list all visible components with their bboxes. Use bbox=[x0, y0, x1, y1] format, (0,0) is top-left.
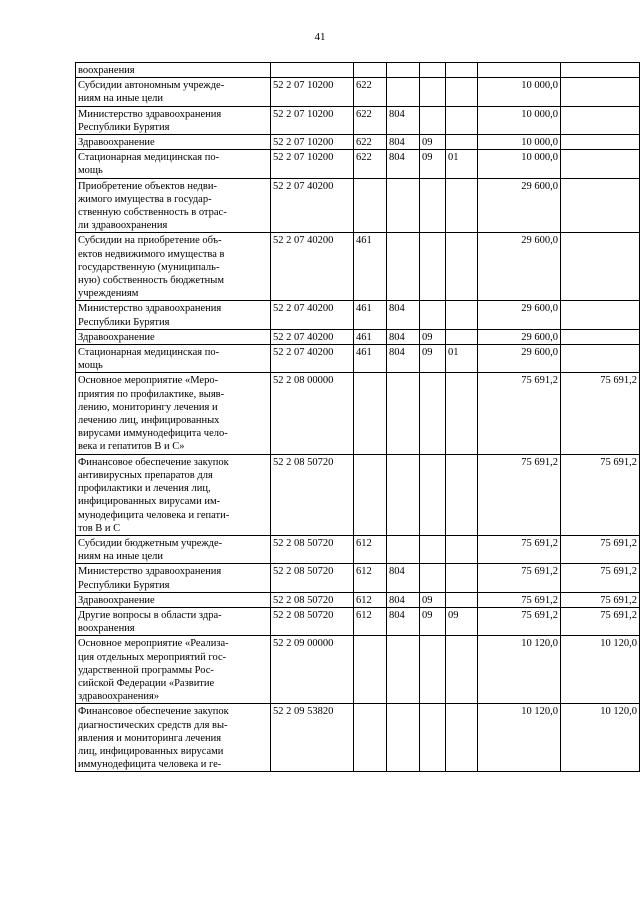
amount-year2-cell bbox=[561, 106, 640, 134]
name-cell: Субсидии на приобретение объ- ектов недвижимого имущества в государственную (муниципаль- ную) собственность бюджетным учреждениям bbox=[76, 233, 271, 301]
amount-year1-cell: 10 000,0 bbox=[478, 150, 561, 178]
section-cell bbox=[420, 301, 446, 329]
amount-year1-cell: 75 691,2 bbox=[478, 454, 561, 535]
table-row bbox=[76, 592, 640, 607]
target-article-cell: 52 2 08 00000 bbox=[271, 373, 354, 454]
expense-type-cell bbox=[354, 373, 387, 454]
expense-type-cell: 461 bbox=[354, 301, 387, 329]
name-cell: Другие вопросы в области здра- воохранения bbox=[76, 607, 271, 635]
section-cell bbox=[420, 233, 446, 301]
amount-year1-cell: 75 691,2 bbox=[478, 535, 561, 563]
amount-year2-cell: 75 691,2 bbox=[561, 535, 640, 563]
amount-year2-cell: 10 120,0 bbox=[561, 704, 640, 772]
ministry-code-cell: 804 bbox=[387, 592, 420, 607]
target-article-cell bbox=[271, 63, 354, 78]
amount-year1-cell: 10 000,0 bbox=[478, 106, 561, 134]
name-cell: Финансовое обеспечение закупок диагностических средств для вы- явления и мониторинга лечения лиц, инфицированных вирусами иммунодефицита человека и ге- bbox=[76, 704, 271, 772]
subsection-cell bbox=[446, 454, 478, 535]
name-cell: Основное мероприятие «Реализа- ция отдельных мероприятий гос- ударственной программы Рос- сийской Федерации «Развитие здравоохранения» bbox=[76, 636, 271, 704]
table-row bbox=[76, 329, 640, 344]
table-row bbox=[76, 150, 640, 178]
table-row bbox=[76, 301, 640, 329]
name-cell: Здравоохранение bbox=[76, 329, 271, 344]
target-article-cell: 52 2 07 40200 bbox=[271, 329, 354, 344]
section-cell bbox=[420, 63, 446, 78]
section-cell bbox=[420, 106, 446, 134]
section-cell: 09 bbox=[420, 345, 446, 373]
table-row bbox=[76, 636, 640, 704]
ministry-code-cell bbox=[387, 636, 420, 704]
section-cell: 09 bbox=[420, 329, 446, 344]
ministry-code-cell: 804 bbox=[387, 106, 420, 134]
section-cell bbox=[420, 454, 446, 535]
amount-year1-cell: 10 120,0 bbox=[478, 704, 561, 772]
ministry-code-cell: 804 bbox=[387, 135, 420, 150]
table-row bbox=[76, 454, 640, 535]
ministry-code-cell bbox=[387, 454, 420, 535]
section-cell bbox=[420, 704, 446, 772]
amount-year1-cell: 29 600,0 bbox=[478, 233, 561, 301]
ministry-code-cell: 804 bbox=[387, 301, 420, 329]
amount-year1-cell: 75 691,2 bbox=[478, 373, 561, 454]
expense-type-cell: 622 bbox=[354, 135, 387, 150]
ministry-code-cell: 804 bbox=[387, 329, 420, 344]
expense-type-cell: 461 bbox=[354, 233, 387, 301]
ministry-code-cell: 804 bbox=[387, 564, 420, 592]
target-article-cell: 52 2 07 40200 bbox=[271, 178, 354, 233]
expense-type-cell: 622 bbox=[354, 106, 387, 134]
target-article-cell: 52 2 09 53820 bbox=[271, 704, 354, 772]
amount-year1-cell: 29 600,0 bbox=[478, 345, 561, 373]
section-cell bbox=[420, 78, 446, 106]
name-cell: Финансовое обеспечение закупок антивирусных препаратов для профилактики и лечения лиц, инфицированных вирусами им- мунодефицита человека и гепати- тов В и С bbox=[76, 454, 271, 535]
target-article-cell: 52 2 07 10200 bbox=[271, 150, 354, 178]
name-cell: Министерство здравоохранения Республики Бурятия bbox=[76, 301, 271, 329]
expense-type-cell: 612 bbox=[354, 564, 387, 592]
amount-year1-cell bbox=[478, 63, 561, 78]
ministry-code-cell bbox=[387, 233, 420, 301]
table-row bbox=[76, 564, 640, 592]
amount-year2-cell: 75 691,2 bbox=[561, 607, 640, 635]
expense-type-cell bbox=[354, 454, 387, 535]
target-article-cell: 52 2 07 40200 bbox=[271, 345, 354, 373]
amount-year2-cell: 75 691,2 bbox=[561, 564, 640, 592]
subsection-cell bbox=[446, 373, 478, 454]
section-cell: 09 bbox=[420, 135, 446, 150]
subsection-cell bbox=[446, 178, 478, 233]
target-article-cell: 52 2 08 50720 bbox=[271, 564, 354, 592]
target-article-cell: 52 2 08 50720 bbox=[271, 592, 354, 607]
ministry-code-cell bbox=[387, 78, 420, 106]
expense-type-cell: 612 bbox=[354, 535, 387, 563]
expense-type-cell: 612 bbox=[354, 592, 387, 607]
target-article-cell: 52 2 07 10200 bbox=[271, 78, 354, 106]
target-article-cell: 52 2 08 50720 bbox=[271, 454, 354, 535]
name-cell: Стационарная медицинская по- мощь bbox=[76, 150, 271, 178]
table-row bbox=[76, 178, 640, 233]
section-cell bbox=[420, 535, 446, 563]
expense-type-cell bbox=[354, 704, 387, 772]
section-cell: 09 bbox=[420, 150, 446, 178]
target-article-cell: 52 2 08 50720 bbox=[271, 535, 354, 563]
expense-type-cell: 612 bbox=[354, 607, 387, 635]
subsection-cell: 09 bbox=[446, 607, 478, 635]
expense-type-cell: 461 bbox=[354, 345, 387, 373]
expense-type-cell: 622 bbox=[354, 78, 387, 106]
page-number: 41 bbox=[314, 31, 326, 43]
name-cell: Министерство здравоохранения Республики Бурятия bbox=[76, 106, 271, 134]
subsection-cell bbox=[446, 636, 478, 704]
amount-year2-cell bbox=[561, 63, 640, 78]
name-cell: воохранения bbox=[76, 63, 271, 78]
amount-year1-cell: 10 120,0 bbox=[478, 636, 561, 704]
ministry-code-cell bbox=[387, 704, 420, 772]
subsection-cell bbox=[446, 564, 478, 592]
name-cell: Министерство здравоохранения Республики Бурятия bbox=[76, 564, 271, 592]
table-row bbox=[76, 607, 640, 635]
amount-year2-cell bbox=[561, 301, 640, 329]
section-cell bbox=[420, 636, 446, 704]
table-row bbox=[76, 106, 640, 134]
subsection-cell bbox=[446, 329, 478, 344]
table-row bbox=[76, 345, 640, 373]
amount-year1-cell: 10 000,0 bbox=[478, 135, 561, 150]
target-article-cell: 52 2 08 50720 bbox=[271, 607, 354, 635]
target-article-cell: 52 2 07 10200 bbox=[271, 135, 354, 150]
table-row bbox=[76, 78, 640, 106]
expense-type-cell bbox=[354, 178, 387, 233]
amount-year2-cell bbox=[561, 150, 640, 178]
table-row bbox=[76, 535, 640, 563]
section-cell bbox=[420, 178, 446, 233]
section-cell: 09 bbox=[420, 592, 446, 607]
amount-year1-cell: 29 600,0 bbox=[478, 301, 561, 329]
subsection-cell bbox=[446, 106, 478, 134]
amount-year2-cell: 75 691,2 bbox=[561, 373, 640, 454]
name-cell: Стационарная медицинская по- мощь bbox=[76, 345, 271, 373]
subsection-cell bbox=[446, 301, 478, 329]
name-cell: Приобретение объектов недви- жимого имущества в государ- ственную собственность в отрас- ли здравоохранения bbox=[76, 178, 271, 233]
amount-year1-cell: 75 691,2 bbox=[478, 607, 561, 635]
table-body bbox=[76, 63, 640, 772]
amount-year1-cell: 75 691,2 bbox=[478, 592, 561, 607]
expense-type-cell bbox=[354, 63, 387, 78]
target-article-cell: 52 2 07 40200 bbox=[271, 301, 354, 329]
ministry-code-cell bbox=[387, 178, 420, 233]
table-row bbox=[76, 63, 640, 78]
subsection-cell bbox=[446, 704, 478, 772]
amount-year2-cell: 10 120,0 bbox=[561, 636, 640, 704]
amount-year1-cell: 75 691,2 bbox=[478, 564, 561, 592]
amount-year1-cell: 10 000,0 bbox=[478, 78, 561, 106]
section-cell bbox=[420, 564, 446, 592]
subsection-cell bbox=[446, 592, 478, 607]
target-article-cell: 52 2 07 40200 bbox=[271, 233, 354, 301]
ministry-code-cell: 804 bbox=[387, 607, 420, 635]
subsection-cell bbox=[446, 535, 478, 563]
amount-year2-cell: 75 691,2 bbox=[561, 592, 640, 607]
amount-year2-cell bbox=[561, 178, 640, 233]
name-cell: Субсидии бюджетным учрежде- ниям на иные цели bbox=[76, 535, 271, 563]
section-cell: 09 bbox=[420, 607, 446, 635]
subsection-cell bbox=[446, 135, 478, 150]
ministry-code-cell bbox=[387, 373, 420, 454]
table-row bbox=[76, 233, 640, 301]
target-article-cell: 52 2 09 00000 bbox=[271, 636, 354, 704]
subsection-cell bbox=[446, 233, 478, 301]
name-cell: Здравоохранение bbox=[76, 135, 271, 150]
ministry-code-cell: 804 bbox=[387, 150, 420, 178]
amount-year1-cell: 29 600,0 bbox=[478, 178, 561, 233]
ministry-code-cell: 804 bbox=[387, 345, 420, 373]
section-cell bbox=[420, 373, 446, 454]
ministry-code-cell bbox=[387, 535, 420, 563]
ministry-code-cell bbox=[387, 63, 420, 78]
subsection-cell bbox=[446, 63, 478, 78]
table-row bbox=[76, 373, 640, 454]
subsection-cell: 01 bbox=[446, 345, 478, 373]
amount-year2-cell bbox=[561, 329, 640, 344]
subsection-cell bbox=[446, 78, 478, 106]
table-row bbox=[76, 135, 640, 150]
name-cell: Субсидии автономным учрежде- ниям на иные цели bbox=[76, 78, 271, 106]
amount-year2-cell bbox=[561, 345, 640, 373]
table-row bbox=[76, 704, 640, 772]
amount-year2-cell: 75 691,2 bbox=[561, 454, 640, 535]
amount-year2-cell bbox=[561, 78, 640, 106]
amount-year1-cell: 29 600,0 bbox=[478, 329, 561, 344]
target-article-cell: 52 2 07 10200 bbox=[271, 106, 354, 134]
expense-type-cell: 461 bbox=[354, 329, 387, 344]
amount-year2-cell bbox=[561, 233, 640, 301]
amount-year2-cell bbox=[561, 135, 640, 150]
name-cell: Здравоохранение bbox=[76, 592, 271, 607]
subsection-cell: 01 bbox=[446, 150, 478, 178]
expense-type-cell: 622 bbox=[354, 150, 387, 178]
expense-type-cell bbox=[354, 636, 387, 704]
budget-table bbox=[75, 62, 640, 772]
name-cell: Основное мероприятие «Меро- приятия по профилактике, выяв- лению, мониторингу лечения и лечению лиц, инфицированных вирусами иммунодефицита чело- века и гепатитов В и С» bbox=[76, 373, 271, 454]
